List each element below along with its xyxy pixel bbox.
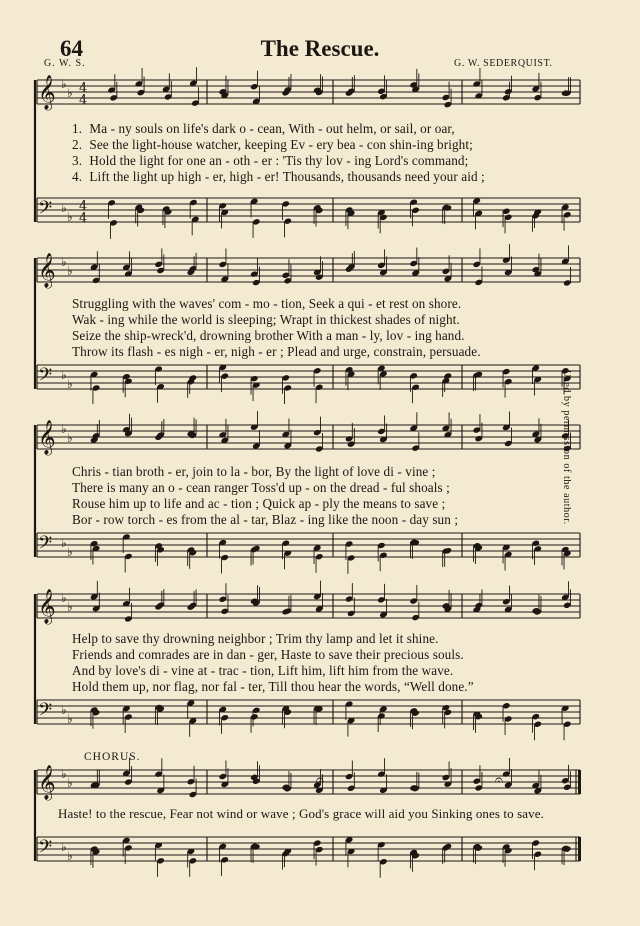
treble-clef-icon: 𝄞 (38, 420, 56, 455)
verse-line: Friends and comrades are in dan - ger, Haste to save their precious souls. (72, 647, 464, 662)
final-barline (578, 770, 581, 794)
composer-credit: G. W. SEDERQUIST. (454, 58, 553, 69)
flat-sign-icon: ♭ (67, 377, 73, 391)
verse-line: Throw its flash - es nigh - er, nigh - er ; Plead and urge, constrain, persuade. (72, 344, 481, 359)
treble-clef-icon: 𝄞 (38, 589, 56, 624)
verse-line: 3. Hold the light for one an - oth - er : 'Tis thy lov - ing Lord's command; (72, 153, 469, 168)
verse-line: Wak - ing while the world is sleeping; Wrapt in thickest shades of night. (72, 312, 460, 327)
treble-clef-icon: 𝄞 (38, 765, 56, 800)
verse-line: And by love's di - vine at - trac - tion, Lift him, lift him from the wave. (72, 663, 454, 678)
flat-sign-icon: ♭ (67, 431, 73, 445)
flat-sign-icon: ♭ (61, 201, 67, 215)
flat-sign-icon: ♭ (67, 210, 73, 224)
flat-sign-icon: ♭ (67, 712, 73, 726)
flat-sign-icon: ♭ (61, 255, 67, 269)
verse-line: Struggling with the waves' com - mo - tion, Seek a qui - et rest on shore. (72, 296, 462, 311)
verse-line: Rouse him up to life and ac - tion ; Quick ap - ply the means to save ; (72, 496, 446, 511)
time-signature-bottom: 4 (79, 93, 88, 108)
chorus-label: CHORUS. (84, 751, 141, 763)
flat-sign-icon: ♭ (61, 703, 67, 717)
time-signature-bottom: 4 (79, 211, 88, 226)
flat-sign-icon: ♭ (67, 600, 73, 614)
final-barline (578, 837, 581, 861)
flat-sign-icon: ♭ (67, 264, 73, 278)
flat-sign-icon: ♭ (61, 536, 67, 550)
verse-line: 2. See the light-house watcher, keeping Ev - ery bea - con shin-ing bright; (72, 137, 473, 152)
lyricist-credit: G. W. S. (44, 58, 86, 69)
flat-sign-icon: ♭ (67, 776, 73, 790)
fermata-icon: 𝄐 (316, 772, 324, 788)
treble-clef-icon: 𝄞 (38, 253, 56, 288)
page-number: 64 (60, 36, 83, 61)
bass-clef-icon: 𝄢 (38, 837, 53, 862)
flat-sign-icon: ♭ (61, 368, 67, 382)
treble-clef-icon: 𝄞 (38, 75, 56, 110)
time-signature-top: 4 (79, 199, 88, 214)
verse-line: Chris - tian broth - er, join to la - bor, By the light of love di - vine ; (72, 464, 436, 479)
bass-clef-icon: 𝄢 (38, 533, 53, 558)
flat-sign-icon: ♭ (61, 840, 67, 854)
hymn-title: The Rescue. (260, 36, 380, 61)
chorus-line: Haste! to the rescue, Fear not wind or wave ; God's grace will aid you Sinking ones to save. (58, 806, 544, 821)
flat-sign-icon: ♭ (67, 86, 73, 100)
fermata-icon: 𝄐 (495, 772, 503, 788)
flat-sign-icon: ♭ (67, 849, 73, 863)
verse-line: Hold them up, nor flag, nor fal - ter, Till thou hear the words, “Well done.” (72, 679, 474, 694)
time-signature-top: 4 (79, 81, 88, 96)
verse-line: 4. Lift the light up high - er, high - er! Thousands, thousands need your aid ; (72, 169, 485, 184)
bass-clef-icon: 𝄢 (38, 700, 53, 725)
flat-sign-icon: ♭ (61, 77, 67, 91)
verse-line: There is many an o - cean ranger Toss'd up - on the dread - ful shoals ; (72, 480, 450, 495)
verse-line: 1. Ma - ny souls on life's dark o - cean, With - out helm, or sail, or oar, (72, 121, 455, 136)
flat-sign-icon: ♭ (67, 545, 73, 559)
bass-clef-icon: 𝄢 (38, 365, 53, 390)
verse-line: Seize the ship-wreck'd, drowning brother With a man - ly, lov - ing hand. (72, 328, 465, 343)
permission-note: Used by permission of the author. (561, 370, 572, 525)
flat-sign-icon: ♭ (61, 591, 67, 605)
flat-sign-icon: ♭ (61, 767, 67, 781)
verse-line: Bor - row torch - es from the al - tar, Blaz - ing like the noon - day sun ; (72, 512, 459, 527)
verse-line: Help to save thy drowning neighbor ; Trim thy lamp and let it shine. (72, 631, 439, 646)
bass-clef-icon: 𝄢 (38, 198, 53, 223)
flat-sign-icon: ♭ (61, 422, 67, 436)
